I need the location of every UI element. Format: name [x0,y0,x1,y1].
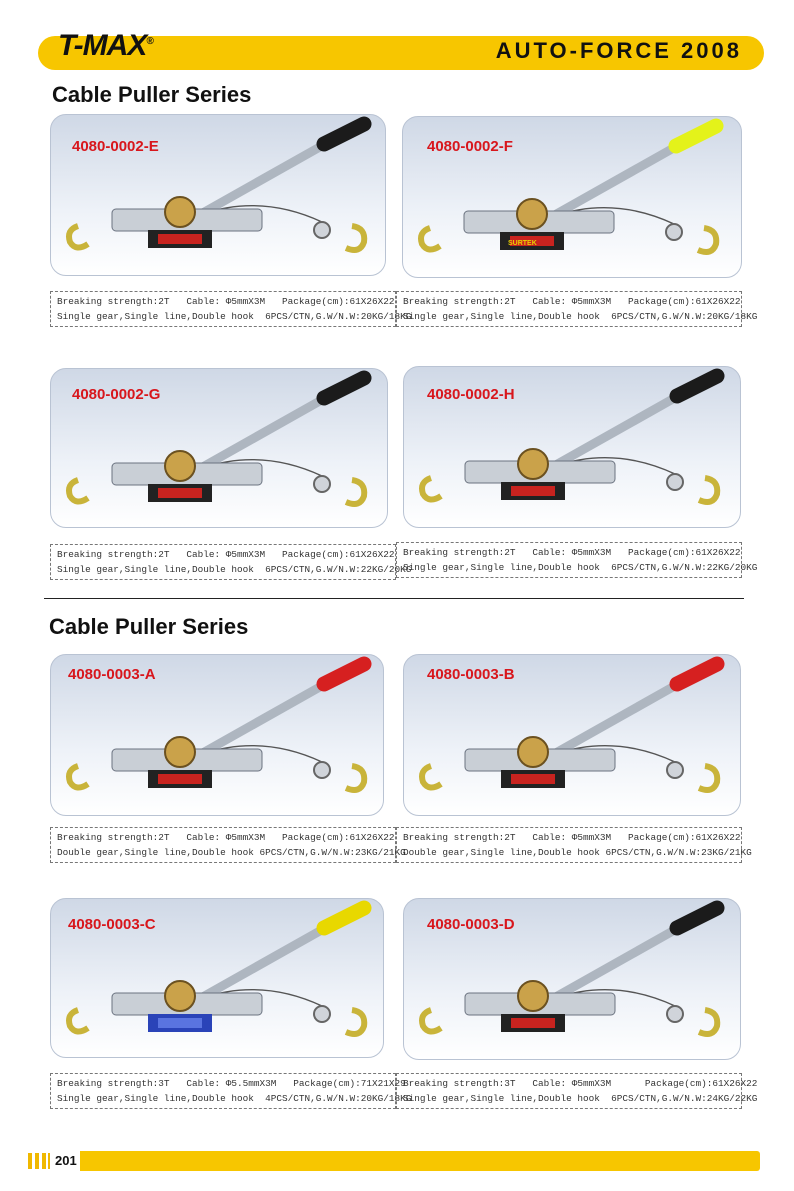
product-code: 4080-0003-B [427,666,515,683]
nameplate-reflector [158,488,202,498]
right-hook [346,226,364,250]
gear-drum [165,197,195,227]
footer-stripe [48,1153,50,1169]
pulley-block [667,474,683,490]
nameplate-reflector [511,486,555,496]
spec-line: Breaking strength:2T Cable: Φ5mmX3M Package(cm):61X26X22 [403,832,741,843]
nameplate-reflector [158,774,202,784]
product-code: 4080-0002-G [72,386,161,403]
footer-stripe [28,1153,32,1169]
spec-line: Breaking strength:3T Cable: Φ5mmX3M Package(cm):61X26X22 [403,1078,758,1089]
gear-drum [517,199,547,229]
pulley-block [666,224,682,240]
product-code: 4080-0003-C [68,916,156,933]
section-title: Cable Puller Series [49,614,249,639]
spec-line: Double gear,Single line,Double hook 6PCS/CTN,G.W/N.W:23KG/21KG [403,847,752,858]
gear-drum [518,981,548,1011]
nameplate-reflector [511,1018,555,1028]
gear-drum [165,737,195,767]
nameplate-reflector [158,1018,202,1028]
lever-arm [192,139,334,219]
product-code: 4080-0002-E [72,138,159,155]
spec-line: Breaking strength:2T Cable: Φ5mmX3M Package(cm):61X26X22 [403,296,741,307]
brand-title: AUTO-FORCE 2008 [495,38,742,63]
right-hook [699,1010,717,1034]
handle-grip [324,908,364,928]
right-hook [346,1010,364,1034]
lever-arm [192,393,334,473]
right-hook [699,766,717,790]
footer-stripe [42,1153,46,1169]
handle-grip [676,126,716,146]
lever-arm [544,141,686,221]
left-hook [69,766,88,788]
lever-arm [545,923,687,1003]
gear-drum [165,451,195,481]
spec-line: Single gear,Single line,Double hook 4PCS/CTN,G.W/N.W:20KG/18KG [57,1093,412,1104]
lever-arm [545,391,687,471]
spec-line: Single gear,Single line,Double hook 6PCS/CTN,G.W/N.W:22KG/20KG [57,564,412,575]
pulley-block [314,222,330,238]
spec-box [50,827,406,863]
product-code: 4080-0002-H [427,386,515,403]
footer-stripe [35,1153,39,1169]
section-title: Cable Puller Series [52,82,252,107]
page-number: 201 [55,1153,77,1168]
spec-line: Breaking strength:2T Cable: Φ5mmX3M Package(cm):61X26X22 [403,547,741,558]
product-code: 4080-0002-F [427,138,513,155]
spec-box [396,291,758,327]
pulley-block [667,762,683,778]
left-hook [421,228,440,250]
product-code: 4080-0003-D [427,916,515,933]
spec-box [396,827,752,863]
left-hook [422,1010,441,1032]
gear-drum [165,981,195,1011]
lever-arm [545,679,687,759]
spec-line: Double gear,Single line,Double hook 6PCS/CTN,G.W/N.W:23KG/21KG [57,847,406,858]
handle-grip [324,378,364,398]
right-hook [346,480,364,504]
left-hook [69,480,88,502]
spec-line: Breaking strength:2T Cable: Φ5mmX3M Package(cm):61X26X22 [57,296,395,307]
left-hook [422,478,441,500]
left-hook [422,766,441,788]
pulley-block [667,1006,683,1022]
spec-box [50,544,412,580]
spec-box [50,291,412,327]
pulley-block [314,1006,330,1022]
handle-grip [677,908,717,928]
spec-line: Single gear,Single line,Double hook 6PCS/CTN,G.W/N.W:24KG/22KG [403,1093,758,1104]
left-hook [69,226,88,248]
spec-line: Breaking strength:2T Cable: Φ5mmX3M Package(cm):61X26X22 [57,549,395,560]
spec-line: Single gear,Single line,Double hook 6PCS/CTN,G.W/N.W:20KG/18KG [403,311,758,322]
nameplate-label: SURTEK [508,240,537,247]
gear-drum [518,737,548,767]
handle-grip [324,124,364,144]
logo: T-MAX® [58,29,153,62]
spec-box [396,542,758,578]
pulley-block [314,762,330,778]
nameplate-reflector [511,774,555,784]
product-code: 4080-0003-A [68,666,156,683]
spec-box [50,1073,412,1109]
footer-bar [28,1151,760,1171]
spec-box [396,1073,758,1109]
gear-drum [518,449,548,479]
right-hook [698,228,716,252]
lever-arm [192,679,334,759]
handle-grip [324,664,364,684]
spec-line: Single gear,Single line,Double hook 6PCS/CTN,G.W/N.W:20KG/18KG [57,311,412,322]
handle-grip [677,376,717,396]
handle-grip [677,664,717,684]
left-hook [69,1010,88,1032]
right-hook [346,766,364,790]
lever-arm [192,923,334,1003]
right-hook [699,478,717,502]
spec-line: Breaking strength:3T Cable: Φ5.5mmX3M Package(cm):71X21X29 [57,1078,406,1089]
spec-line: Single gear,Single line,Double hook 6PCS/CTN,G.W/N.W:22KG/20KG [403,562,758,573]
nameplate-reflector [158,234,202,244]
pulley-block [314,476,330,492]
spec-line: Breaking strength:2T Cable: Φ5mmX3M Package(cm):61X26X22 [57,832,395,843]
